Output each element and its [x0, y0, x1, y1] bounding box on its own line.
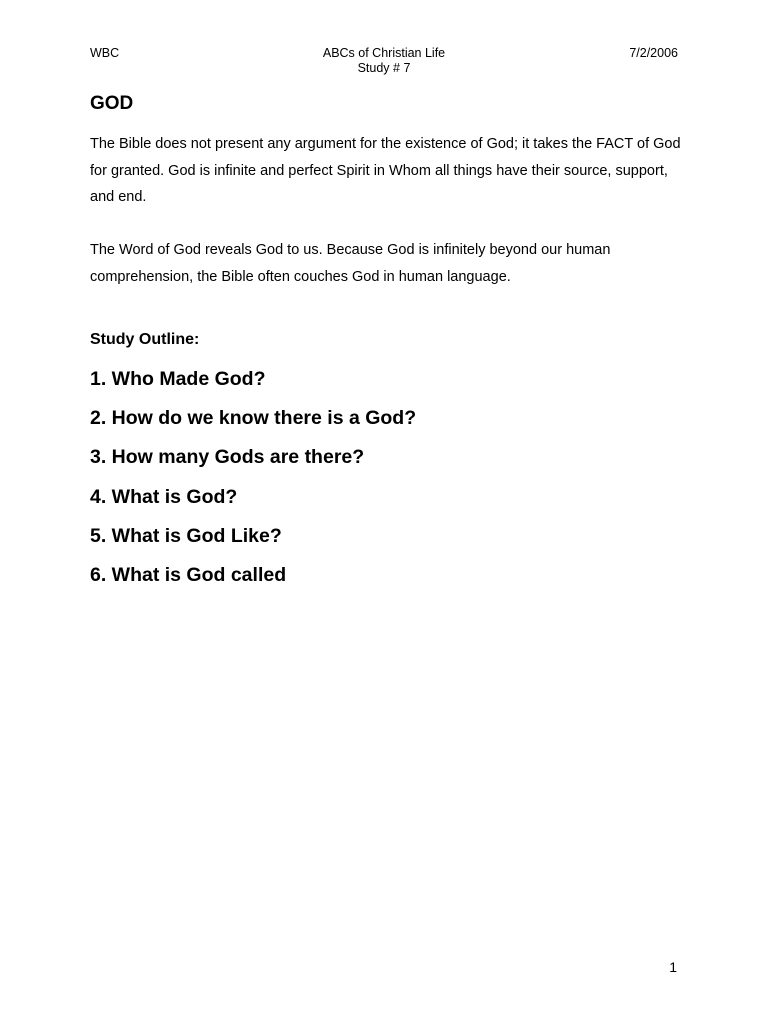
outline-item: 5. What is God Like? [90, 524, 282, 547]
header-study-number: Study # 7 [357, 61, 411, 75]
outline-item: 1. Who Made God? [90, 368, 266, 390]
page-header [90, 46, 678, 80]
page-number: 1 [669, 959, 677, 975]
intro-paragraph: The Bible does not present any argument for the existence of God; it takes the FACT of God for granted. God is infinite and perfect Spirit in Whom all things have their source, support, and end. [90, 136, 681, 205]
word-of-god-paragraph: The Word of God reveals God to us. Because God is infinitely beyond our human comprehension, the Bible often couches God in human language. [90, 242, 611, 285]
outline-heading: Study Outline: [90, 331, 200, 348]
header-series [90, 46, 678, 76]
outline-list [90, 365, 416, 600]
header-org: WBC [90, 46, 120, 60]
header-series-title: ABCs of Christian Life [322, 46, 446, 60]
outline-item: 2. How do we know there is a God? [90, 407, 417, 430]
outline-item: 6. What is God called [90, 563, 287, 586]
outline-item: 3. How many Gods are there? [90, 446, 365, 469]
outline-item: 4. What is God? [90, 485, 238, 508]
page-title: GOD [90, 93, 134, 114]
header-date: 7/2/2006 [629, 46, 678, 60]
